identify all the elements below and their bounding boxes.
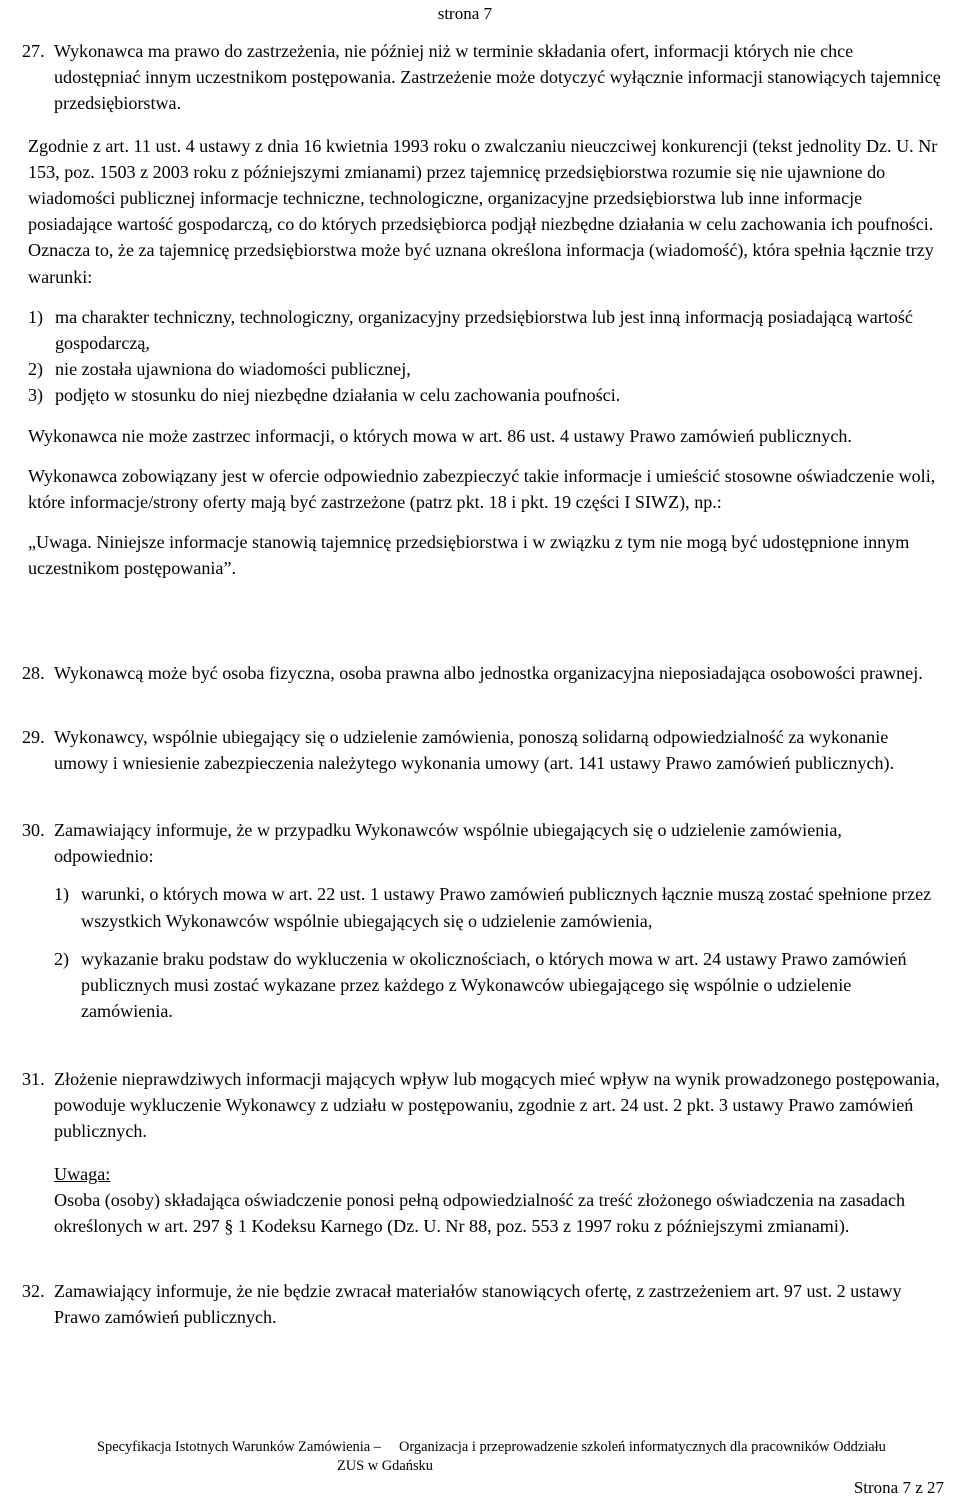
footer-right-line1: Organizacja i przeprowadzenie szkoleń informatycznych dla pracowników Oddziału <box>399 1439 886 1455</box>
section-number: 31. <box>22 1069 45 1089</box>
paragraph: Wykonawca ma prawo do zastrzeżenia, nie później niż w terminie składania ofert, informacji których nie chce udostępniać innym uczestnikom postępowania. Zastrzeżenie może dotyczyć wyłącznie informacji stanowiących tajemnicę przedsiębiorstwa. <box>54 41 941 114</box>
note-text: Osoba (osoby) składająca oświadczenie ponosi pełną odpowiedzialność za treść złożonego oświadczenia na zasadach określonych w art. 297 § 1 Kodeksu Karnego (Dz. U. Nr 88, poz. 553 z 1997 roku z późniejszymi zmianami). <box>54 1189 906 1237</box>
paragraph: Wykonawcą może być osoba fizyczna, osoba prawna albo jednostka organizacyjna nieposiadająca osobowości prawnej. <box>54 663 923 683</box>
section-number: 30. <box>22 820 45 840</box>
list-text: wykazanie braku podstaw do wykluczenia w okolicznościach, o których mowa w art. 24 ustawy Prawo zamówień publicznych musi zostać wykazane przez każdego z Wykonawców ubiegającego się wspólnie o udzielenie zamówienia. <box>81 948 907 1022</box>
list-item <box>28 356 942 382</box>
list-item <box>28 382 942 408</box>
paragraph: Zgodnie z art. 11 ust. 4 ustawy z dnia 16 kwietnia 1993 roku o zwalczaniu nieuczciwej konkurencji (tekst jednolity Dz. U. Nr 153, poz. 1503 z 2003 roku z późniejszymi zmianami) przez tajemnicę przedsiębiorstwa rozumie się nie ujawnione do wiadomości publicznej informacje techniczne, technologiczne, organizacyjne przedsiębiorstwa lub inne informacje posiadające wartość gospodarczą, co do których przedsiębiorca podjął niezbędne działania w celu zachowania ich poufności. Oznacza to, że za tajemnicę przedsiębiorstwa może być uznana określona informacja (wiadomość), która spełnia łącznie trzy warunki: <box>28 135 938 287</box>
footer-page-number: Strona 7 z 27 <box>853 1478 944 1497</box>
section-body <box>54 660 942 686</box>
page-header-number: strona 7 <box>437 4 492 23</box>
paragraph: Wykonawca nie może zastrzec informacji, o których mowa w art. 86 ust. 4 ustawy Prawo zamówień publicznych. <box>28 425 852 446</box>
list-text: nie została ujawniona do wiadomości publicznej, <box>55 359 411 380</box>
section-number: 27. <box>22 41 45 61</box>
list-number: 3) <box>28 385 44 406</box>
paragraph: Wykonawcy, wspólnie ubiegający się o udzielenie zamówienia, ponoszą solidarną odpowiedzialność za wykonanie umowy i wniesienie zabezpieczenia należytego wykonania umowy (art. 141 ustawy Prawo zamówień publicznych). <box>54 727 895 774</box>
footer-left-text: Specyfikacja Istotnych Warunków Zamówienia – <box>97 1439 381 1455</box>
quoted-note: „Uwaga. Niniejsze informacje stanowią tajemnicę przedsiębiorstwa i w związku z tym nie mogą być udostępnione innym uczestnikom postępowania”. <box>28 532 910 579</box>
section-body <box>54 817 942 1024</box>
paragraph: Zamawiający informuje, że w przypadku Wykonawców wspólnie ubiegających się o udzielenie zamówienia, odpowiednio: <box>54 820 842 867</box>
list-item <box>54 946 942 1025</box>
section-number: 29. <box>22 727 45 747</box>
section-number: 28. <box>22 663 45 683</box>
note-label: Uwaga: <box>54 1163 111 1184</box>
list-text: podjęto w stosunku do niej niezbędne działania w celu zachowania poufności. <box>55 385 621 406</box>
section-body <box>54 724 942 776</box>
list-number: 2) <box>28 359 44 380</box>
list-item <box>28 304 942 356</box>
section-body <box>54 1278 942 1330</box>
paragraph: Złożenie nieprawdziwych informacji mających wpływ lub mogących mieć wpływ na wynik prowadzonego postępowania, powoduje wykluczenie Wykonawcy z udziału w postępowaniu, zgodnie z art. 24 ust. 2 pkt. 3 ustawy Prawo zamówień publicznych. <box>54 1069 940 1142</box>
paragraph: Zamawiający informuje, że nie będzie zwracał materiałów stanowiących ofertę, z zastrzeżeniem art. 97 ust. 2 ustawy Prawo zamówień publicznych. <box>54 1281 902 1328</box>
list-text: ma charakter techniczny, technologiczny, organizacyjny przedsiębiorstwa lub jest inną informacją posiadającą wartość gospodarczą, <box>55 306 913 354</box>
footer-right-line2: ZUS w Gdańsku <box>337 1458 433 1474</box>
list-number: 1) <box>54 884 70 905</box>
list-number: 1) <box>28 306 44 327</box>
list-text: warunki, o których mowa w art. 22 ust. 1 ustawy Prawo zamówień publicznych łącznie muszą zostać spełnione przez wszystkich Wykonawców wspólnie ubiegających się o udzielenie zamówienia, <box>81 884 932 931</box>
footer-right <box>337 1438 939 1474</box>
paragraph: Wykonawca zobowiązany jest w ofercie odpowiednio zabezpieczyć takie informacje i umieścić stosowne oświadczenie woli, które informacje/strony oferty mają być zastrzeżone (patrz pkt. 18 i pkt. 19 części I SIWZ), np.: <box>28 465 936 513</box>
list-item <box>54 881 942 933</box>
list-number: 2) <box>54 948 70 969</box>
section-number: 32. <box>22 1281 45 1301</box>
section-body <box>54 1066 942 1239</box>
